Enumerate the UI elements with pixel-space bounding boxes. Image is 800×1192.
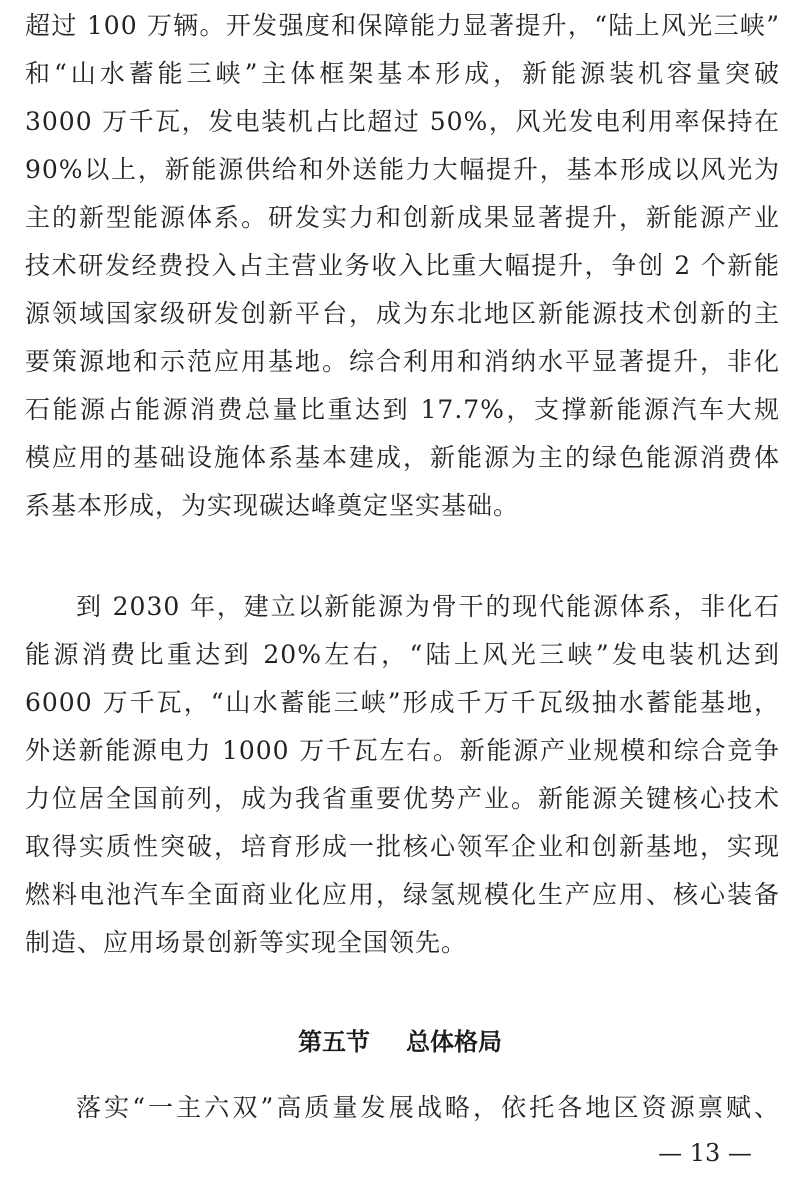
paragraph-first-line: 落实“一主六双”高质量发展战略，依托各地区资源禀赋、	[76, 1093, 780, 1122]
body-text-line: 90%以上，新能源供给和外送能力大幅提升，基本形成以风光为	[25, 155, 780, 184]
body-text-line: 主的新型能源体系。研发实力和创新成果显著提升，新能源产业	[25, 203, 780, 232]
body-text-line: 取得实质性突破，培育形成一批核心领军企业和创新基地，实现	[25, 832, 780, 861]
section-title: 总体格局	[406, 1028, 502, 1056]
body-text-line: 石能源占能源消费总量比重达到 17.7%，支撑新能源汽车大规	[25, 395, 780, 424]
body-text-line: 3000 万千瓦，发电装机占比超过 50%，风光发电利用率保持在	[25, 107, 780, 136]
body-text-line: 制造、应用场景创新等实现全国领先。	[25, 928, 468, 957]
paragraph-first-line: 到 2030 年，建立以新能源为骨干的现代能源体系，非化石	[76, 592, 780, 621]
body-text-line: 能源消费比重达到 20%左右，“陆上风光三峡”发电装机达到	[25, 640, 780, 669]
body-text-line: 要策源地和示范应用基地。综合利用和消纳水平显著提升，非化	[25, 347, 780, 376]
body-text-line: 系基本形成，为实现碳达峰奠定坚实基础。	[25, 491, 520, 520]
section-number: 第五节	[298, 1028, 370, 1056]
body-text-line: 燃料电池汽车全面商业化应用，绿氢规模化生产应用、核心装备	[25, 880, 780, 909]
body-text-line: 力位居全国前列，成为我省重要优势产业。新能源关键核心技术	[25, 784, 780, 813]
body-text-line: 模应用的基础设施体系基本建成，新能源为主的绿色能源消费体	[25, 443, 780, 472]
section-heading	[0, 1018, 800, 1066]
body-text-line: 技术研发经费投入占主营业务收入比重大幅提升，争创 2 个新能	[25, 251, 780, 280]
body-text-line: 外送新能源电力 1000 万千瓦左右。新能源产业规模和综合竞争	[25, 736, 780, 765]
body-text-line: 和“山水蓄能三峡”主体框架基本形成，新能源装机容量突破	[25, 59, 780, 88]
body-text-line: 源领域国家级研发创新平台，成为东北地区新能源技术创新的主	[25, 299, 780, 328]
body-text-line: 6000 万千瓦，“山水蓄能三峡”形成千万千瓦级抽水蓄能基地，	[25, 688, 780, 717]
page-number: — 13 —	[658, 1139, 752, 1167]
body-text-line: 超过 100 万辆。开发强度和保障能力显著提升，“陆上风光三峡”	[25, 11, 780, 40]
